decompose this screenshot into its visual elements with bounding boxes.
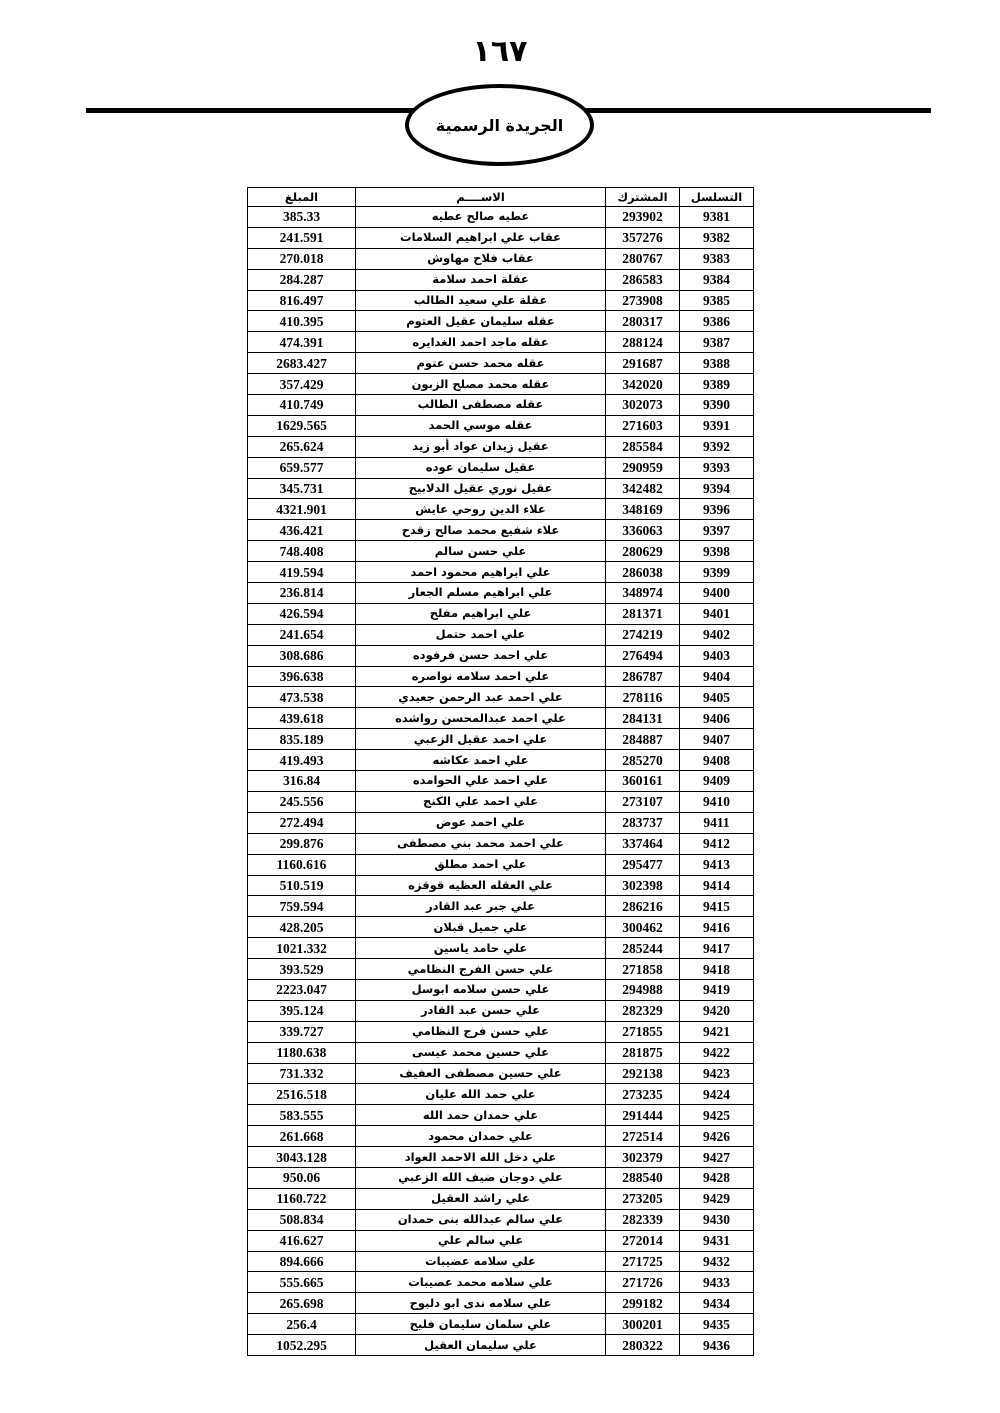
name-cell: علي سلمان سليمان فليح (356, 1314, 606, 1335)
name-cell: علي حسن فرج النظامي (356, 1021, 606, 1042)
subscriber-cell: 272514 (606, 1126, 680, 1147)
serial-cell: 9392 (680, 436, 754, 457)
subscriber-cell: 348169 (606, 499, 680, 520)
subscriber-cell: 290959 (606, 457, 680, 478)
subscriber-cell: 360161 (606, 771, 680, 792)
amount-cell: 316.84 (248, 771, 356, 792)
subscriber-cell: 286583 (606, 269, 680, 290)
name-cell: علي حسن الفرج النظامي (356, 959, 606, 980)
serial-cell: 9381 (680, 207, 754, 228)
name-cell: علي العقله العظيه قوقزه (356, 875, 606, 896)
amount-cell: 426.594 (248, 603, 356, 624)
serial-cell: 9409 (680, 771, 754, 792)
subscriber-cell: 295477 (606, 854, 680, 875)
amount-cell: 357.429 (248, 374, 356, 395)
name-cell: علي ابراهيم محمود احمد (356, 562, 606, 583)
name-cell: علي حسين مصطفى العفيف (356, 1063, 606, 1084)
subscriber-cell: 299182 (606, 1293, 680, 1314)
name-cell: علاء الدين روحي عايش (356, 499, 606, 520)
serial-cell: 9387 (680, 332, 754, 353)
subscriber-cell: 276494 (606, 645, 680, 666)
amount-cell: 410.395 (248, 311, 356, 332)
table-row (248, 227, 754, 248)
subscriber-cell: 286216 (606, 896, 680, 917)
subscriber-cell: 337464 (606, 833, 680, 854)
subscriber-cell: 273205 (606, 1188, 680, 1209)
subscriber-cell: 273107 (606, 791, 680, 812)
subscriber-cell: 302379 (606, 1147, 680, 1168)
serial-cell: 9388 (680, 353, 754, 374)
subscriber-cell: 271725 (606, 1251, 680, 1272)
name-cell: علي احمد علي الحوامده (356, 771, 606, 792)
subscriber-cell: 282329 (606, 1000, 680, 1021)
table-row (248, 269, 754, 290)
table-row (248, 353, 754, 374)
table-row (248, 395, 754, 416)
amount-cell: 416.627 (248, 1230, 356, 1251)
serial-cell: 9406 (680, 708, 754, 729)
serial-cell: 9401 (680, 603, 754, 624)
table-row (248, 415, 754, 436)
amount-cell: 474.391 (248, 332, 356, 353)
name-cell: علي احمد مطلق (356, 854, 606, 875)
name-cell: علي احمد عوض (356, 812, 606, 833)
table-row (248, 1272, 754, 1293)
amount-cell: 245.556 (248, 791, 356, 812)
serial-cell: 9416 (680, 917, 754, 938)
table-row (248, 374, 754, 395)
table-row (248, 1000, 754, 1021)
name-cell: علي سالم عبدالله بنى حمدان (356, 1209, 606, 1230)
table-row (248, 666, 754, 687)
subscriber-cell: 357276 (606, 227, 680, 248)
name-cell: علي دخل الله الاحمد العواد (356, 1147, 606, 1168)
name-cell: عقلة احمد سلامة (356, 269, 606, 290)
serial-cell: 9407 (680, 729, 754, 750)
name-cell: علي حسن سلامه ابوسل (356, 979, 606, 1000)
table-row (248, 1335, 754, 1356)
serial-cell: 9422 (680, 1042, 754, 1063)
name-cell: علي احمد علي الكنج (356, 791, 606, 812)
name-cell: عقاب علي ابراهيم السلامات (356, 227, 606, 248)
amount-cell: 270.018 (248, 248, 356, 269)
amount-cell: 1052.295 (248, 1335, 356, 1356)
table-row (248, 1147, 754, 1168)
name-cell: عقيل زيدان عواد أبو زيد (356, 436, 606, 457)
table-row (248, 1188, 754, 1209)
amount-cell: 555.665 (248, 1272, 356, 1293)
name-cell: عقلة علي سعيد الطالب (356, 290, 606, 311)
amount-cell: 2516.518 (248, 1084, 356, 1105)
name-cell: علي دوجان ضيف الله الزعبي (356, 1167, 606, 1188)
subscriber-cell: 284131 (606, 708, 680, 729)
amount-cell: 508.834 (248, 1209, 356, 1230)
subscriber-cell: 292138 (606, 1063, 680, 1084)
amount-cell: 308.686 (248, 645, 356, 666)
serial-cell: 9423 (680, 1063, 754, 1084)
amount-cell: 393.529 (248, 959, 356, 980)
amount-cell: 299.876 (248, 833, 356, 854)
name-cell: علي احمد سلامه نواصره (356, 666, 606, 687)
name-cell: علي سلامه محمد عصيبات (356, 1272, 606, 1293)
serial-cell: 9405 (680, 687, 754, 708)
name-cell: علي سالم علي (356, 1230, 606, 1251)
name-cell: عقله محمد مصلح الزبون (356, 374, 606, 395)
name-cell: علي سليمان العقيل (356, 1335, 606, 1356)
amount-cell: 3043.128 (248, 1147, 356, 1168)
name-cell: علي احمد عبد الرحمن جعيدي (356, 687, 606, 708)
amount-cell: 236.814 (248, 583, 356, 604)
table-row (248, 1084, 754, 1105)
amount-cell: 2223.047 (248, 979, 356, 1000)
subscriber-cell: 278116 (606, 687, 680, 708)
amount-cell: 410.749 (248, 395, 356, 416)
table-row (248, 1230, 754, 1251)
subscriber-cell: 342482 (606, 478, 680, 499)
amount-cell: 339.727 (248, 1021, 356, 1042)
table-row (248, 729, 754, 750)
serial-cell: 9382 (680, 227, 754, 248)
name-cell: علي احمد عقيل الزعبي (356, 729, 606, 750)
name-cell: علي سلامه عضيبات (356, 1251, 606, 1272)
table-row (248, 771, 754, 792)
name-cell: علي جبر عبد القادر (356, 896, 606, 917)
serial-cell: 9429 (680, 1188, 754, 1209)
serial-cell: 9386 (680, 311, 754, 332)
amount-cell: 345.731 (248, 478, 356, 499)
subscriber-cell: 282339 (606, 1209, 680, 1230)
amount-cell: 816.497 (248, 290, 356, 311)
subscriber-cell: 300201 (606, 1314, 680, 1335)
table-header-row (248, 188, 754, 207)
table-row (248, 1042, 754, 1063)
name-cell: عقله موسي الحمد (356, 415, 606, 436)
serial-cell: 9418 (680, 959, 754, 980)
serial-cell: 9396 (680, 499, 754, 520)
table-row (248, 290, 754, 311)
serial-cell: 9421 (680, 1021, 754, 1042)
serial-cell: 9408 (680, 750, 754, 771)
table-row (248, 750, 754, 771)
table-row (248, 791, 754, 812)
column-header-subscriber: المشترك (606, 188, 680, 207)
serial-cell: 9398 (680, 541, 754, 562)
name-cell: عقيل نوري عقيل الدلابيح (356, 478, 606, 499)
amount-cell: 396.638 (248, 666, 356, 687)
name-cell: علي احمد محمد بني مصطفى (356, 833, 606, 854)
serial-cell: 9393 (680, 457, 754, 478)
table-row (248, 979, 754, 1000)
table-row (248, 812, 754, 833)
name-cell: علي راشد العقيل (356, 1188, 606, 1209)
amount-cell: 395.124 (248, 1000, 356, 1021)
serial-cell: 9425 (680, 1105, 754, 1126)
name-cell: عطيه صالح عطيه (356, 207, 606, 228)
amount-cell: 1160.616 (248, 854, 356, 875)
serial-cell: 9404 (680, 666, 754, 687)
serial-cell: 9413 (680, 854, 754, 875)
subscriber-cell: 271603 (606, 415, 680, 436)
amount-cell: 2683.427 (248, 353, 356, 374)
table-row (248, 541, 754, 562)
serial-cell: 9414 (680, 875, 754, 896)
amount-cell: 265.698 (248, 1293, 356, 1314)
name-cell: علي حسن عبد القادر (356, 1000, 606, 1021)
subscriber-cell: 285270 (606, 750, 680, 771)
subscriber-cell: 271855 (606, 1021, 680, 1042)
header-oval (405, 84, 594, 166)
subscriber-cell: 273235 (606, 1084, 680, 1105)
table-row (248, 1105, 754, 1126)
serial-cell: 9420 (680, 1000, 754, 1021)
subscriber-cell: 281371 (606, 603, 680, 624)
name-cell: علاء شفيع محمد صالح زقدح (356, 520, 606, 541)
table-row (248, 875, 754, 896)
subscriber-cell: 302398 (606, 875, 680, 896)
amount-cell: 419.594 (248, 562, 356, 583)
table-row (248, 854, 754, 875)
amount-cell: 1021.332 (248, 938, 356, 959)
amount-cell: 385.33 (248, 207, 356, 228)
table-row (248, 938, 754, 959)
table-row (248, 1167, 754, 1188)
amount-cell: 419.493 (248, 750, 356, 771)
serial-cell: 9424 (680, 1084, 754, 1105)
serial-cell: 9399 (680, 562, 754, 583)
serial-cell: 9390 (680, 395, 754, 416)
table-body (248, 207, 754, 1356)
table-row (248, 1293, 754, 1314)
serial-cell: 9426 (680, 1126, 754, 1147)
name-cell: علي حسن سالم (356, 541, 606, 562)
serial-cell: 9432 (680, 1251, 754, 1272)
amount-cell: 731.332 (248, 1063, 356, 1084)
amount-cell: 436.421 (248, 520, 356, 541)
subscriber-cell: 280629 (606, 541, 680, 562)
serial-cell: 9428 (680, 1167, 754, 1188)
subscriber-cell: 291444 (606, 1105, 680, 1126)
serial-cell: 9415 (680, 896, 754, 917)
column-header-name: الاســــم (356, 188, 606, 207)
name-cell: علي ابراهيم مفلح (356, 603, 606, 624)
table-row (248, 248, 754, 269)
name-cell: علي ابراهيم مسلم الجعار (356, 583, 606, 604)
table-row (248, 1251, 754, 1272)
subscriber-cell: 281875 (606, 1042, 680, 1063)
serial-cell: 9402 (680, 624, 754, 645)
subscriber-cell: 285244 (606, 938, 680, 959)
subscriber-cell: 288124 (606, 332, 680, 353)
serial-cell: 9436 (680, 1335, 754, 1356)
amount-cell: 428.205 (248, 917, 356, 938)
table-row (248, 687, 754, 708)
amount-cell: 950.06 (248, 1167, 356, 1188)
table-row (248, 207, 754, 228)
name-cell: علي احمد عكاشه (356, 750, 606, 771)
serial-cell: 9384 (680, 269, 754, 290)
subscriber-cell: 280322 (606, 1335, 680, 1356)
serial-cell: 9433 (680, 1272, 754, 1293)
subscriber-cell: 285584 (606, 436, 680, 457)
subscriber-cell: 342020 (606, 374, 680, 395)
table-row (248, 708, 754, 729)
table-row (248, 520, 754, 541)
serial-cell: 9412 (680, 833, 754, 854)
name-cell: عقله سليمان عقيل العتوم (356, 311, 606, 332)
serial-cell: 9410 (680, 791, 754, 812)
amount-cell: 510.519 (248, 875, 356, 896)
name-cell: علي حمد الله عليان (356, 1084, 606, 1105)
amount-cell: 1629.565 (248, 415, 356, 436)
table-row (248, 583, 754, 604)
subscriber-cell: 286787 (606, 666, 680, 687)
serial-cell: 9431 (680, 1230, 754, 1251)
subscriber-cell: 348974 (606, 583, 680, 604)
table-row (248, 959, 754, 980)
amount-cell: 748.408 (248, 541, 356, 562)
name-cell: علي حمدان حمد الله (356, 1105, 606, 1126)
table-row (248, 562, 754, 583)
subscriber-cell: 271858 (606, 959, 680, 980)
name-cell: عقله مصطفى الطالب (356, 395, 606, 416)
serial-cell: 9411 (680, 812, 754, 833)
amount-cell: 759.594 (248, 896, 356, 917)
table-row (248, 478, 754, 499)
name-cell: عقله محمد حسن عتوم (356, 353, 606, 374)
table-row (248, 603, 754, 624)
records-table (247, 187, 754, 1356)
amount-cell: 261.668 (248, 1126, 356, 1147)
subscriber-cell: 272014 (606, 1230, 680, 1251)
subscriber-cell: 288540 (606, 1167, 680, 1188)
serial-cell: 9394 (680, 478, 754, 499)
name-cell: عقاب فلاح مهاوش (356, 248, 606, 269)
name-cell: عقيل سليمان عوده (356, 457, 606, 478)
serial-cell: 9435 (680, 1314, 754, 1335)
amount-cell: 473.538 (248, 687, 356, 708)
serial-cell: 9400 (680, 583, 754, 604)
subscriber-cell: 294988 (606, 979, 680, 1000)
serial-cell: 9403 (680, 645, 754, 666)
amount-cell: 1160.722 (248, 1188, 356, 1209)
subscriber-cell: 284887 (606, 729, 680, 750)
table-row (248, 436, 754, 457)
column-header-amount: المبلغ (248, 188, 356, 207)
amount-cell: 4321.901 (248, 499, 356, 520)
name-cell: علي حمدان محمود (356, 1126, 606, 1147)
subscriber-cell: 280317 (606, 311, 680, 332)
table-row (248, 1314, 754, 1335)
amount-cell: 241.654 (248, 624, 356, 645)
table-row (248, 896, 754, 917)
subscriber-cell: 271726 (606, 1272, 680, 1293)
table-row (248, 311, 754, 332)
table-row (248, 1021, 754, 1042)
amount-cell: 272.494 (248, 812, 356, 833)
serial-cell: 9430 (680, 1209, 754, 1230)
subscriber-cell: 302073 (606, 395, 680, 416)
page-number: ١٦٧ (472, 34, 528, 69)
amount-cell: 1180.638 (248, 1042, 356, 1063)
amount-cell: 439.618 (248, 708, 356, 729)
name-cell: عقله ماجد احمد الغدايره (356, 332, 606, 353)
amount-cell: 835.189 (248, 729, 356, 750)
name-cell: علي سلامه ندى ابو دلبوح (356, 1293, 606, 1314)
subscriber-cell: 274219 (606, 624, 680, 645)
amount-cell: 256.4 (248, 1314, 356, 1335)
column-header-serial: التسلسل (680, 188, 754, 207)
amount-cell: 894.666 (248, 1251, 356, 1272)
amount-cell: 284.287 (248, 269, 356, 290)
subscriber-cell: 280767 (606, 248, 680, 269)
serial-cell: 9427 (680, 1147, 754, 1168)
serial-cell: 9389 (680, 374, 754, 395)
subscriber-cell: 291687 (606, 353, 680, 374)
amount-cell: 265.624 (248, 436, 356, 457)
table-row (248, 645, 754, 666)
name-cell: علي جميل قبلان (356, 917, 606, 938)
subscriber-cell: 293902 (606, 207, 680, 228)
table-row (248, 1209, 754, 1230)
serial-cell: 9397 (680, 520, 754, 541)
table-row (248, 1063, 754, 1084)
table-row (248, 624, 754, 645)
amount-cell: 583.555 (248, 1105, 356, 1126)
serial-cell: 9434 (680, 1293, 754, 1314)
serial-cell: 9417 (680, 938, 754, 959)
subscriber-cell: 300462 (606, 917, 680, 938)
subscriber-cell: 283737 (606, 812, 680, 833)
table-row (248, 332, 754, 353)
serial-cell: 9391 (680, 415, 754, 436)
name-cell: علي حامد ياسين (356, 938, 606, 959)
gazette-title: الجريدة الرسمية (435, 115, 564, 135)
subscriber-cell: 286038 (606, 562, 680, 583)
serial-cell: 9419 (680, 979, 754, 1000)
name-cell: علي احمد حسن فرفوده (356, 645, 606, 666)
subscriber-cell: 273908 (606, 290, 680, 311)
name-cell: علي احمد حتمل (356, 624, 606, 645)
amount-cell: 241.591 (248, 227, 356, 248)
table-row (248, 499, 754, 520)
table-row (248, 457, 754, 478)
table-row (248, 833, 754, 854)
table-row (248, 917, 754, 938)
serial-cell: 9383 (680, 248, 754, 269)
name-cell: علي احمد عبدالمحسن رواشده (356, 708, 606, 729)
serial-cell: 9385 (680, 290, 754, 311)
amount-cell: 659.577 (248, 457, 356, 478)
subscriber-cell: 336063 (606, 520, 680, 541)
table-row (248, 1126, 754, 1147)
name-cell: علي حسين محمد عيسى (356, 1042, 606, 1063)
